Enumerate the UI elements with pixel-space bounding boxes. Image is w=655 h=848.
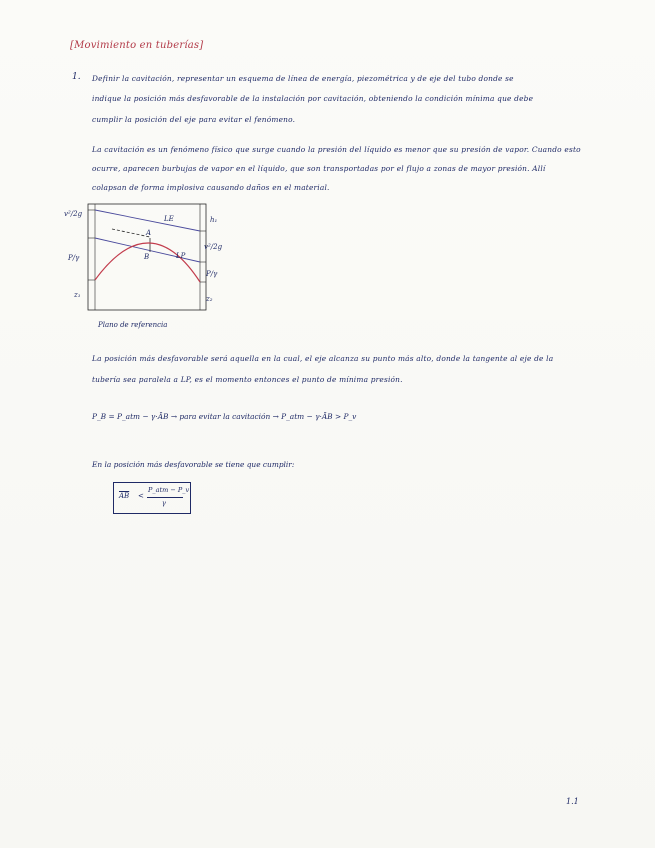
section-heading: [Movimiento en tuberías] (70, 40, 204, 51)
condition-lhs: $\overline{ĀB}$ (119, 492, 130, 500)
question-line-1: Definir la cavitación, representar un esquema de línea de energía, piezométrica y de eje del tubo donde se (92, 74, 514, 83)
right-velocity-head-label: v²/2g (204, 243, 223, 251)
explanation-line-2: tubería sea paralela a LP, es el momento entonces el punto de mínima presión. (92, 375, 403, 384)
condition-denominator: γ (162, 499, 166, 507)
definition-line-2: ocurre, aparecen burbujas de vapor en el líquido, que son transportadas por el flujo a zonas de mayor presión. Allí (92, 164, 546, 173)
condition-numerator: P_atm − P_v (148, 486, 190, 494)
right-elevation-label: z₂ (206, 295, 213, 303)
tangent-dashed-line (112, 229, 150, 237)
piezometric-line-label: LP (176, 252, 186, 260)
point-b-label: B (144, 253, 150, 261)
question-number: 1. (72, 72, 81, 82)
condition-box (113, 482, 191, 514)
definition-line-1: La cavitación es un fenómeno físico que surge cuando la presión del líquido es menor que su presión de vapor. Cuando esto (92, 145, 581, 154)
definition-line-3: colapsan de forma implosiva causando daños en el material. (92, 183, 330, 192)
left-velocity-head-label: v²/2g (64, 210, 83, 218)
condition-relation: < (138, 492, 144, 500)
pipe-axis (95, 243, 200, 282)
fraction-bar (147, 497, 183, 498)
reference-plane-caption: Plano de referencia (98, 321, 168, 329)
explanation-line-1: La posición más desfavorable será aquella en la cual, el eje alcanza su punto más alto, donde la tangente al eje de la (92, 354, 554, 363)
right-pressure-head-label: P/γ (206, 270, 218, 278)
left-pressure-head-label: P/γ (68, 254, 80, 262)
energy-line-label: LE (164, 215, 174, 223)
point-a-label: A (146, 229, 152, 237)
question-line-3: cumplir la posición del eje para evitar el fenómeno. (92, 115, 296, 124)
question-line-2: indique la posición más desfavorable de la instalación por cavitación, obteniendo la condición mínima que debe (92, 94, 534, 103)
condition-intro: En la posición más desfavorable se tiene que cumplir: (92, 460, 295, 469)
pressure-formula: P_B = P_atm − γ·ĀB → para evitar la cavitación → P_atm − γ·ĀB > P_v (92, 412, 357, 421)
right-energy-label: h₁ (210, 216, 218, 224)
left-elevation-label: z₁ (74, 291, 81, 299)
page-number: 1.1 (566, 797, 579, 806)
energy-line (95, 210, 200, 231)
